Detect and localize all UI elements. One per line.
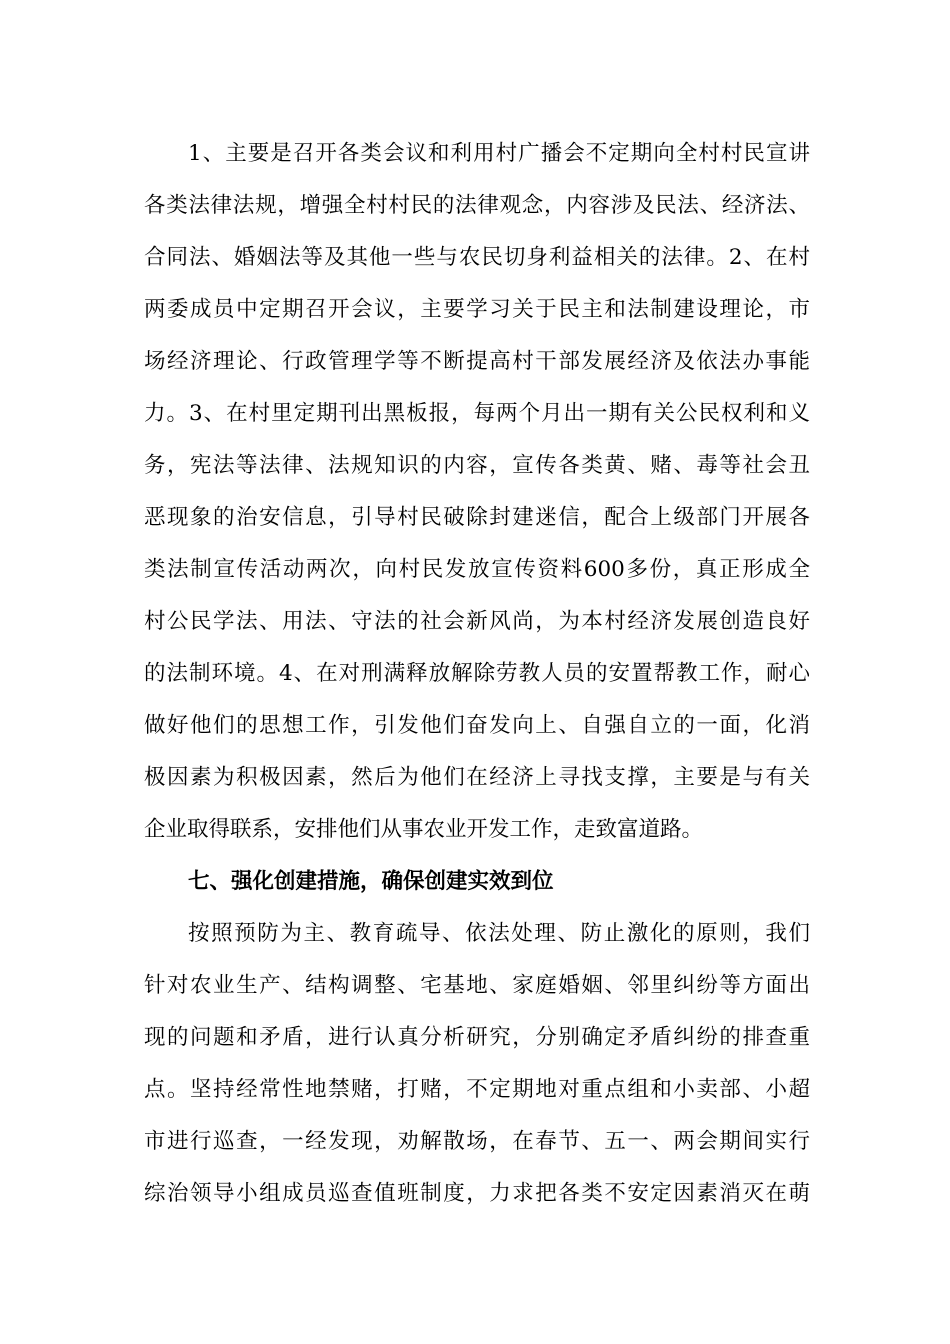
text-line: 各类法律法规，增强全村村民的法律观念，内容涉及民法、经济法、 — [144, 193, 810, 218]
text-line: 类法制宣传活动两次，向村民发放宣传资料600多份，真正形成全 — [144, 557, 810, 582]
text-line: 现的问题和矛盾，进行认真分析研究，分别确定矛盾纠纷的排查重 — [144, 1025, 810, 1050]
text-line: 务，宪法等法律、法规知识的内容，宣传各类黄、赌、毒等社会丑 — [144, 453, 810, 478]
text-line: 场经济理论、行政管理学等不断提高村干部发展经济及依法办事能 — [144, 349, 810, 374]
section-heading: 七、强化创建措施，确保创建实效到位 — [188, 869, 554, 894]
text-line: 的法制环境。4、在对刑满释放解除劳教人员的安置帮教工作，耐心 — [144, 661, 810, 686]
text-line: 按照预防为主、教育疏导、依法处理、防止激化的原则，我们 — [188, 921, 810, 946]
text-line: 村公民学法、用法、守法的社会新风尚，为本村经济发展创造良好 — [144, 609, 810, 634]
text-line: 合同法、婚姻法等及其他一些与农民切身利益相关的法律。2、在村 — [144, 245, 810, 270]
text-line: 恶现象的治安信息，引导村民破除封建迷信，配合上级部门开展各 — [144, 505, 810, 530]
text-line: 极因素为积极因素，然后为他们在经济上寻找支撑，主要是与有关 — [144, 765, 810, 790]
text-line: 综治领导小组成员巡查值班制度，力求把各类不安定因素消灭在萌 — [144, 1181, 810, 1206]
text-line: 1、主要是召开各类会议和利用村广播会不定期向全村村民宣讲 — [188, 141, 810, 166]
text-line: 力。3、在村里定期刊出黑板报，每两个月出一期有关公民权利和义 — [144, 401, 810, 426]
text-line: 做好他们的思想工作，引发他们奋发向上、自强自立的一面，化消 — [144, 713, 810, 738]
text-line: 市进行巡查，一经发现，劝解散场，在春节、五一、两会期间实行 — [144, 1129, 810, 1154]
text-line: 企业取得联系，安排他们从事农业开发工作，走致富道路。 — [144, 817, 704, 842]
text-line: 点。坚持经常性地禁赌，打赌，不定期地对重点组和小卖部、小超 — [144, 1077, 810, 1102]
text-line: 针对农业生产、结构调整、宅基地、家庭婚姻、邻里纠纷等方面出 — [144, 973, 810, 998]
text-line: 两委成员中定期召开会议，主要学习关于民主和法制建设理论，市 — [144, 297, 810, 322]
